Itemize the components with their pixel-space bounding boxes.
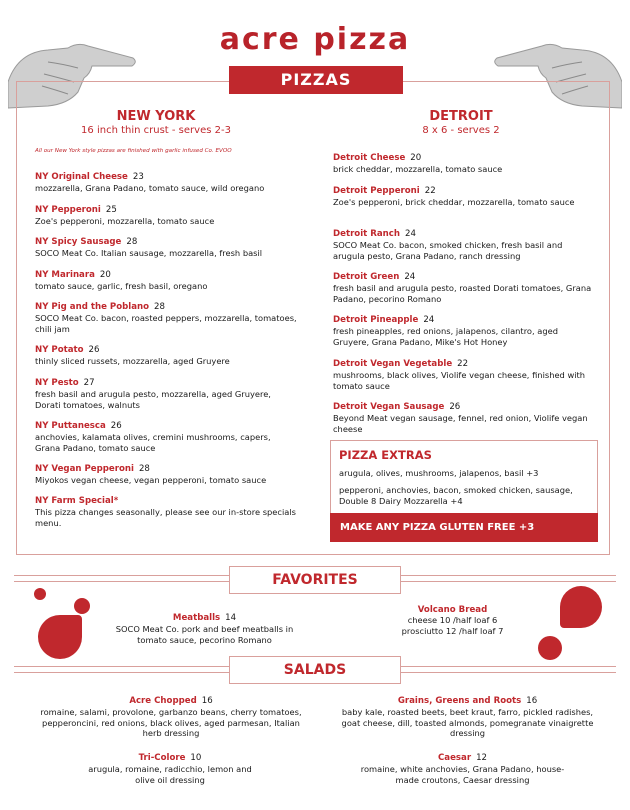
item-name: Acre Chopped xyxy=(129,696,197,706)
ny-item xyxy=(35,456,297,486)
item-desc: fresh basil and arugula pesto, roasted Dorati tomatoes, Grana Padano, pecorino Romano xyxy=(333,283,592,304)
decorative-dot xyxy=(538,636,562,660)
item-desc: mushrooms, black olives, Violife vegan cheese, finished with tomato sauce xyxy=(333,370,586,391)
detroit-item xyxy=(333,221,595,261)
item-name: NY Marinara xyxy=(35,270,95,280)
item-desc: SOCO Meat Co. pork and beef meatballs in tomato sauce, pecorino Romano xyxy=(115,624,294,645)
ny-item xyxy=(35,337,297,367)
item-price: 23 xyxy=(132,172,144,182)
detroit-title: DETROIT xyxy=(429,109,493,124)
item-price: 28 xyxy=(126,237,138,247)
acre-chopped-item xyxy=(40,688,302,739)
new-york-note: All our New York style pizzas are finished with garlic infused Co. EVOO xyxy=(35,148,232,154)
item-name: NY Potato xyxy=(35,345,84,355)
ny-item xyxy=(35,488,297,528)
item-desc: mozzarella, Grana Padano, tomato sauce, wild oregano xyxy=(35,183,265,193)
item-name: NY Farm Special* xyxy=(35,496,119,506)
detroit-item xyxy=(333,351,595,391)
item-price: 24 xyxy=(423,315,435,325)
item-name: Detroit Vegan Sausage xyxy=(333,402,445,412)
item-price: 24 xyxy=(405,229,416,239)
meatballs-item xyxy=(102,605,307,645)
item-price: 22 xyxy=(457,359,469,369)
item-desc: Miyokos vegan cheese, vegan pepperoni, tomato sauce xyxy=(35,475,267,485)
item-desc: tomato sauce, garlic, fresh basil, oregano xyxy=(35,281,208,291)
favorites-title: FAVORITES xyxy=(229,566,401,594)
item-price: 10 xyxy=(190,753,202,763)
ny-item xyxy=(35,229,297,259)
item-desc: SOCO Meat Co. bacon, smoked chicken, fresh basil and arugula pesto, Grana Padano, ranch dressing xyxy=(333,240,563,261)
item-name: Meatballs xyxy=(172,613,221,623)
new-york-subtitle: 16 inch thin crust - serves 2-3 xyxy=(81,125,231,136)
item-name: NY Puttanesca xyxy=(35,421,106,431)
item-desc: Beyond Meat vegan sausage, fennel, red onion, Violife vegan cheese xyxy=(333,413,588,434)
item-desc: romaine, salami, provolone, garbanzo beans, cherry tomatoes, pepperoncini, red onions, black olives, aged parmesan, Italian herb dressing xyxy=(40,707,302,738)
decorative-dot xyxy=(74,598,90,614)
item-name: NY Original Cheese xyxy=(35,172,128,182)
item-name: NY Pig and the Poblano xyxy=(35,302,150,312)
item-desc: This pizza changes seasonally, please see our in-store specials menu. xyxy=(35,507,296,528)
item-desc: thinly sliced russets, mozzarella, aged Gruyere xyxy=(35,356,230,366)
ny-item xyxy=(35,413,297,453)
item-desc: arugula, romaine, radicchio, lemon and olive oil dressing xyxy=(88,764,252,785)
grains-greens-roots-item xyxy=(340,688,595,739)
item-desc: fresh pineapples, red onions, jalapenos, cilantro, aged Gruyere, Grana Padano, Mike's Hot Honey xyxy=(333,326,558,347)
gluten-free-bar: MAKE ANY PIZZA GLUTEN FREE +3 xyxy=(330,513,598,542)
item-name: Detroit Pepperoni xyxy=(333,186,420,196)
item-price: 12 xyxy=(476,753,488,763)
item-desc: brick cheddar, mozzarella, tomato sauce xyxy=(333,164,503,174)
item-name: Detroit Green xyxy=(333,272,400,282)
ny-item xyxy=(35,262,297,292)
item-name: Detroit Ranch xyxy=(333,229,401,239)
detroit-item xyxy=(333,178,595,208)
item-price: 25 xyxy=(105,205,117,215)
item-name: Grains, Greens and Roots xyxy=(397,696,522,706)
decorative-blob xyxy=(38,615,82,659)
item-name: NY Vegan Pepperoni xyxy=(35,464,134,474)
item-name: Detroit Vegan Vegetable xyxy=(333,359,453,369)
item-price: 26 xyxy=(110,421,122,431)
item-name: NY Pesto xyxy=(35,378,79,388)
pizzas-banner: PIZZAS xyxy=(229,66,403,94)
detroit-subtitle: 8 x 6 - serves 2 xyxy=(422,125,500,136)
item-price: 20 xyxy=(99,270,111,280)
item-name: Tri-Colore xyxy=(138,753,186,763)
item-name: NY Spicy Sausage xyxy=(35,237,122,247)
item-name: Detroit Cheese xyxy=(333,153,406,163)
salads-title: SALADS xyxy=(229,656,401,684)
item-price: 20 xyxy=(410,153,422,163)
item-price: 26 xyxy=(449,402,461,412)
caesar-item xyxy=(360,745,565,785)
brand-logo: acre pizza xyxy=(219,22,411,57)
item-desc: SOCO Meat Co. Italian sausage, mozzarella, fresh basil xyxy=(35,248,263,258)
detroit-item xyxy=(333,264,595,304)
pizza-extras-title: PIZZA EXTRAS xyxy=(339,448,432,462)
item-price: 27 xyxy=(83,378,95,388)
item-price: 14 xyxy=(225,613,237,623)
ny-item xyxy=(35,197,297,227)
item-name: Volcano Bread xyxy=(417,605,488,615)
item-desc: cheese 10 /half loaf 6 xyxy=(407,615,498,625)
item-desc: anchovies, kalamata olives, cremini mushrooms, capers, Grana Padano, tomato sauce xyxy=(35,432,271,453)
item-desc: SOCO Meat Co. bacon, roasted peppers, mozzarella, tomatoes, chili jam xyxy=(35,313,297,334)
item-desc: fresh basil and arugula pesto, mozzarella, aged Gruyere, Dorati tomatoes, walnuts xyxy=(35,389,271,410)
new-york-title: NEW YORK xyxy=(116,109,196,124)
item-name: NY Pepperoni xyxy=(35,205,101,215)
decorative-blob xyxy=(560,586,602,628)
item-desc: romaine, white anchovies, Grana Padano, house-made croutons, Caesar dressing xyxy=(360,764,565,785)
detroit-item xyxy=(333,145,595,175)
item-price: 26 xyxy=(88,345,100,355)
item-price: 24 xyxy=(404,272,416,282)
item-price: 28 xyxy=(138,464,150,474)
ny-item xyxy=(35,294,297,334)
item-desc: Zoe's pepperoni, brick cheddar, mozzarella, tomato sauce xyxy=(333,197,575,207)
ny-item xyxy=(35,164,297,194)
ny-item xyxy=(35,370,297,410)
tri-colore-item xyxy=(80,745,260,785)
item-desc: baby kale, roasted beets, beet kraut, farro, pickled radishes, goat cheese, dill, toasted almonds, pomegranate vinaigrette dressing xyxy=(341,707,594,738)
item-price: 28 xyxy=(154,302,165,312)
extras-line-2: pepperoni, anchovies, bacon, smoked chicken, sausage, Double 8 Dairy Mozzarella +4 xyxy=(339,485,573,506)
item-name: Detroit Pineapple xyxy=(333,315,419,325)
detroit-item xyxy=(333,307,595,347)
detroit-item xyxy=(333,394,595,434)
decorative-dot xyxy=(34,588,46,600)
item-price: 16 xyxy=(201,696,213,706)
item-desc: Zoe's pepperoni, mozzarella, tomato sauce xyxy=(35,216,215,226)
item-price: 16 xyxy=(526,696,538,706)
volcano-bread-item xyxy=(365,605,540,636)
item-price: 22 xyxy=(424,186,436,196)
item-desc: prosciutto 12 /half loaf 7 xyxy=(401,625,504,636)
extras-line-1: arugula, olives, mushrooms, jalapenos, basil +3 xyxy=(339,468,539,478)
item-name: Caesar xyxy=(437,753,472,763)
